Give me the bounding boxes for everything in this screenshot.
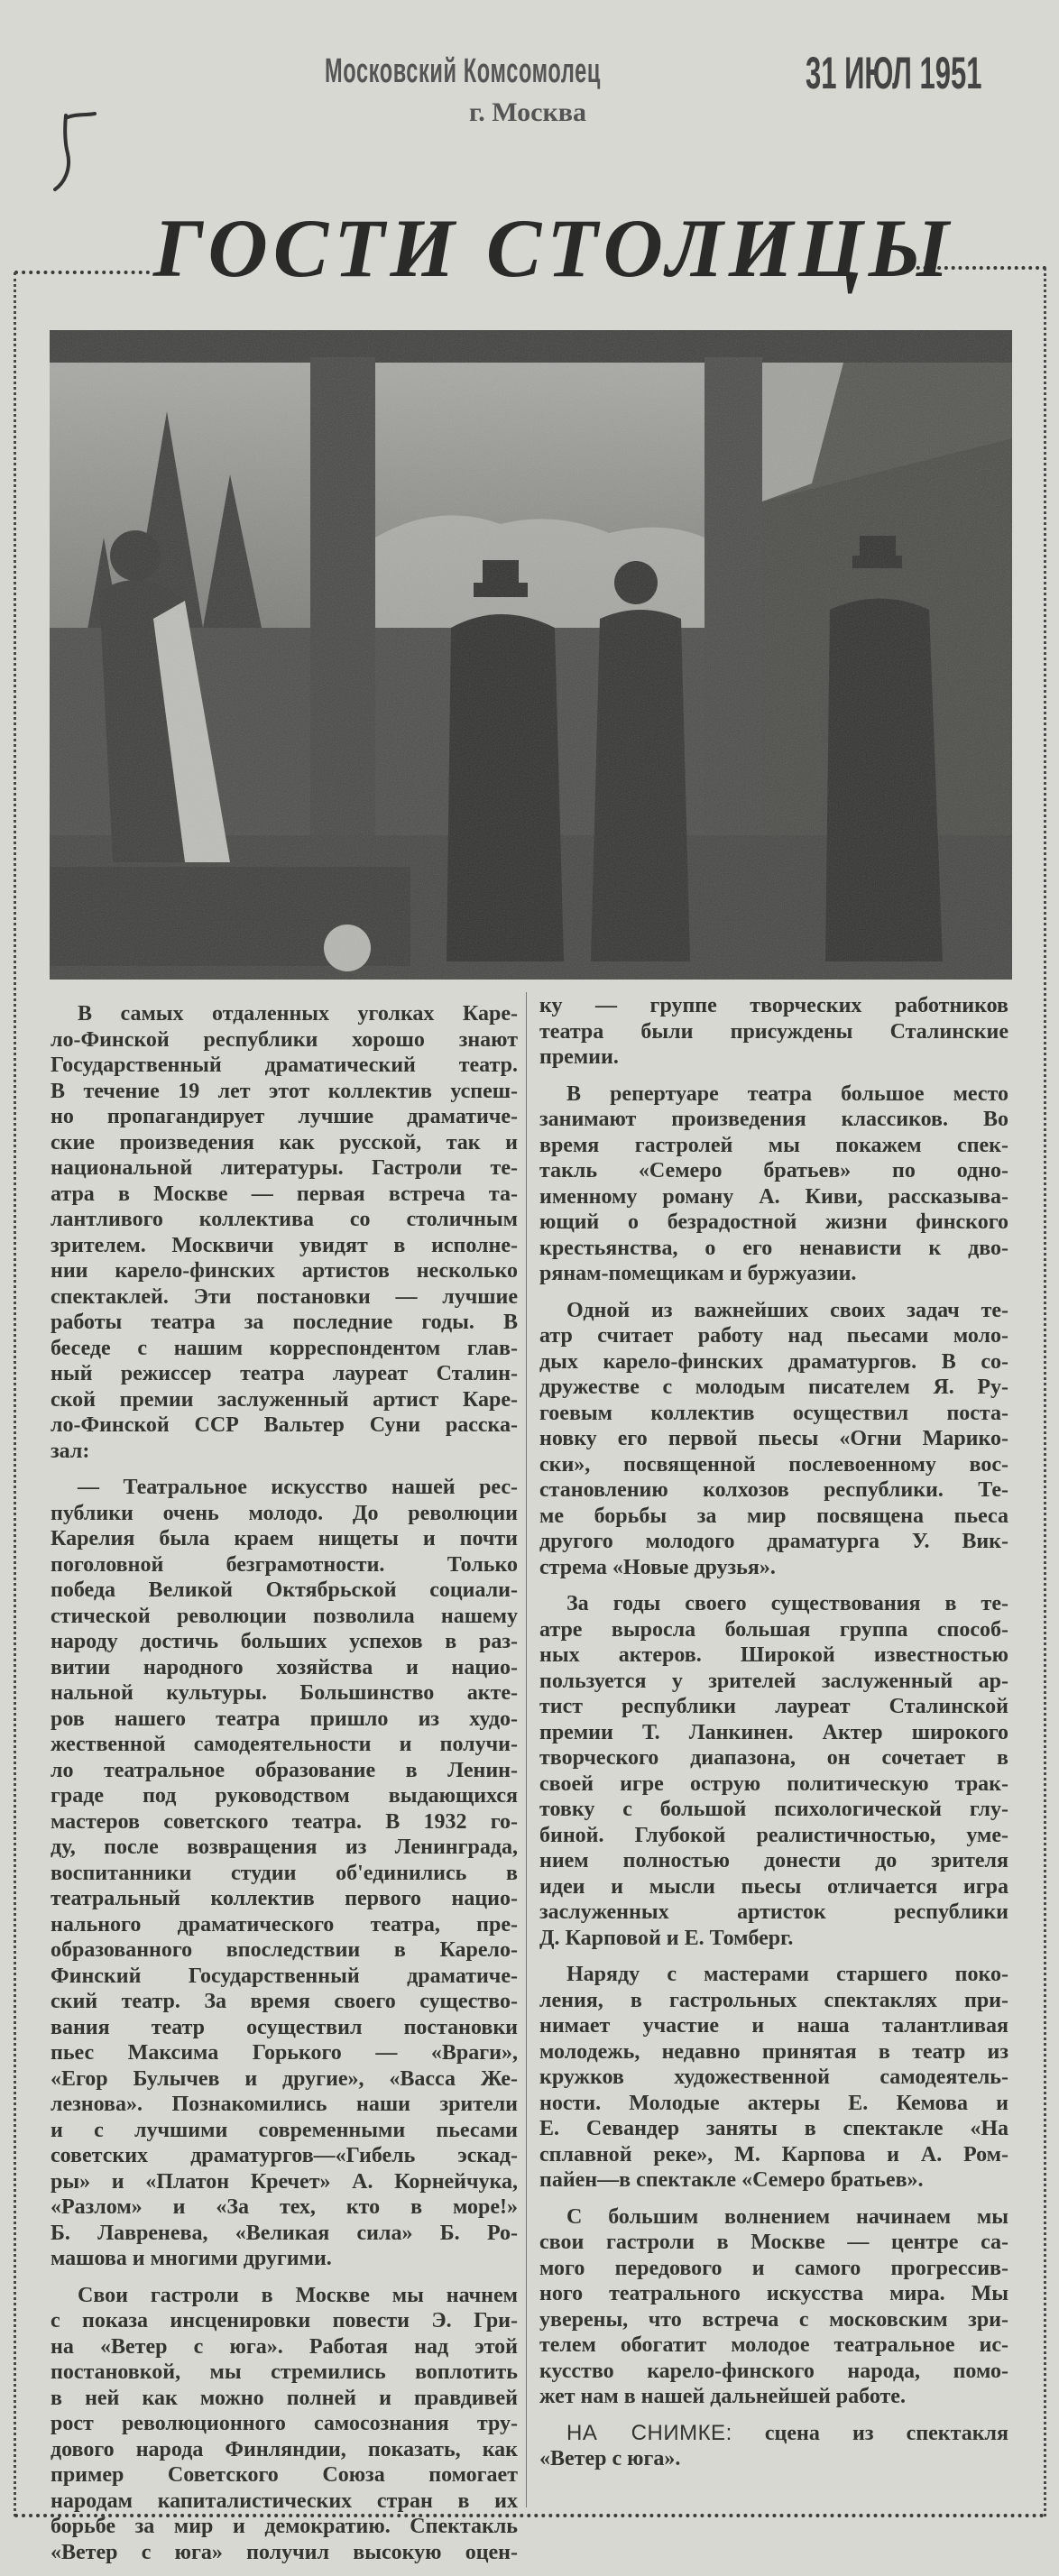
caption-label: НА СНИМКЕ: [566,2420,732,2445]
text-line: ло театральное образование в Ленин- [51,1758,518,1782]
text-line: «Разлом» и «За тех, кто в море!» [51,2195,518,2219]
caption-text: сцена из спектакля [764,2421,1008,2445]
text-line: крестьянства, о его ненависти к дво- [539,1236,1008,1260]
text-line: беседе с нашим корреспондентом глав- [51,1336,518,1360]
text-line: Государственный драматический театр. [51,1053,518,1077]
text-line: нии карело-финских артистов несколько [51,1259,518,1283]
text-line: время гастролей мы покажем спек- [539,1133,1008,1157]
text-line: советских драматургов—«Гибель эскад- [51,2144,518,2167]
text-line: рянам-помещикам и буржуазии. [539,1262,857,1285]
newspaper-name-stamp: Московский Комсомолец [325,52,601,90]
text-line: пример Советского Союза помогает [51,2463,518,2487]
title-rule-left [14,271,150,274]
text-line: нием полностью донести до зрителя [539,1849,1008,1872]
text-line: дового народа Финляндии, показать, как [51,2437,518,2461]
text-line: «Ветер с юга» получил высокую оцен- [51,2540,518,2564]
text-line: ме борьбы за мир посвящена пьеса [539,1504,1008,1528]
article-column-right [539,993,1008,2483]
text-line: Карелия была краем нищеты и почти [51,1527,518,1550]
text-line: творческого диапазона, он сочетает в [539,1746,1008,1770]
article-paragraph [539,993,1008,1071]
frame-left [14,272,16,2516]
text-line: ской премии заслуженный артист Каре- [51,1387,518,1412]
text-line: Одной из важнейших своих задач те- [566,1298,1008,1322]
text-line: пайен—в спектакле «Семеро братьев». [539,2168,924,2192]
article-title: ГОСТИ СТОЛИЦЫ [153,202,955,294]
text-line: постановкой, мы стремились воплотить [51,2360,518,2384]
text-line: нимает участие и наша талантливая [539,2014,1008,2038]
text-line: заслуженных артисток республики [539,1900,1008,1924]
text-line: премии. [539,1045,619,1069]
text-line: граде под руководством выдающихся [51,1784,518,1808]
text-line: зрителем. Москвичи увидят в исполне- [51,1233,518,1257]
text-line: публики очень молодо. До революции [51,1501,518,1525]
text-line: сплавной реке», М. Карпова и А. Ром- [539,2142,1008,2167]
text-line: ку — группе творческих работников [539,994,1008,1017]
text-line: кусство карело-финского народа, помо- [539,2359,1008,2383]
article-column-left [51,1001,518,2576]
column-divider [526,992,527,2507]
text-line: новку его первой пьесы «Огни Марико- [539,1427,1008,1450]
text-line: дых карело-финских драматургов. В со- [539,1349,1008,1374]
text-line: свои гастроли в Москве — центре са- [539,2231,1008,2254]
text-line: атра в Москве — первая встреча та- [51,1182,518,1206]
text-line: с показа инсценировки повести Э. Гри- [51,2309,518,2332]
article-paragraph [51,2283,518,2566]
text-line: другого молодого драматурга У. Вик- [539,1530,1008,1553]
text-line: биной. Глубокой реалистичностью, уме- [539,1823,1008,1847]
text-line: В самых отдаленных уголках Каре- [78,1002,518,1026]
article-paragraph [51,1001,518,1464]
text-line: гоевым коллектив осуществил поста- [539,1401,1008,1425]
text-line: именному роману А. Киви, рассказыва- [539,1184,1008,1209]
article-paragraph [51,1475,518,2272]
text-line: Е. Севандер заняты в спектакле «На [539,2117,1008,2140]
text-line: но пропагандирует лучшие драматиче- [51,1105,518,1128]
text-line: победа Великой Октябрьской социали- [51,1578,518,1602]
text-line: и с лучшими современными пьесами [51,2118,518,2142]
text-line: ности. Молодые актеры Е. Кемова и [539,2091,1008,2115]
text-line: дружестве с молодым писателем Я. Ру- [539,1375,1008,1399]
text-line: ду, после возвращения из Ленинграда, [51,1835,518,1859]
text-line: «Егор Булычев и другие», «Васса Же- [51,2066,518,2091]
article-paragraph [539,1298,1008,1581]
text-line: воспитанники студии об'единились в [51,1861,518,1885]
text-line: ного театрального искусства мира. Мы [539,2282,1008,2305]
text-line: пользуется у зрителей заслуженный ар- [539,1669,1008,1693]
text-line: стической революции позволила нашему [51,1604,518,1628]
text-line: работы театра за последние годы. В [51,1311,518,1334]
text-line: народу достичь больших успехов в раз- [51,1630,518,1653]
text-line: ло-Финской республики хорошо знают [51,1027,518,1052]
text-line: вания театр осуществил постановки [51,2015,518,2039]
city-stamp: г. Москва [469,97,586,127]
text-line: жет нам в нашей дальнейшей работе. [539,2385,906,2408]
text-line: спектаклей. Эти постановки — лучшие [51,1284,518,1309]
text-line: товку с большой психологической глу- [539,1798,1008,1821]
text-line: Наряду с мастерами старшего поко- [566,1963,1008,1986]
text-line: Б. Лавренева, «Великая сила» Б. Ро- [51,2221,518,2245]
text-line: идеи и мысли пьесы отличается игра [539,1874,1008,1899]
frame-right [1044,268,1046,2516]
text-line: своей игре острую политическую трак- [539,1771,1008,1796]
text-line: мого передового и самого прогрессив- [539,2256,1008,2280]
text-line: театра были присуждены Сталинские [539,1019,1008,1044]
text-line: жественной самодеятельности и получи- [51,1733,518,1756]
text-line: борьбе за мир и демократию. Спектакль [51,2515,518,2538]
text-line: Свои гастроли в Москве мы начнем [78,2283,518,2307]
text-line: Д. Карповой и Е. Томберг. [539,1926,794,1950]
stage-photo [50,330,1012,980]
text-line: народам капиталистических стран в их [51,2489,518,2513]
text-line: ный режиссер театра лауреат Сталин- [51,1362,518,1385]
article-paragraph [539,1081,1008,1287]
text-line: кружков художественной самодеятель- [539,2065,1008,2089]
text-line: В течение 19 лет этот коллектив успеш- [51,1079,518,1103]
text-line: в ней как можно полней и правдивей [51,2386,518,2410]
text-line: В репертуаре театра большое место [566,1081,1008,1106]
text-line: образованного впоследствии в Карело- [51,1938,518,1962]
text-line: телем обогатит молодое театральное ис- [539,2333,1008,2357]
text-line: ления, в гастрольных спектаклях при- [539,1988,1008,2012]
text-line: С большим волнением начинаем мы [566,2204,1008,2229]
text-line: молодежь, недавно принятая в театр из [539,2039,1008,2064]
text-line: Финский Государственный драматиче- [51,1964,518,1988]
text-line: — Театральное искусство нашей рес- [78,1476,518,1499]
article-paragraph [539,1591,1008,1951]
text-line: «Ветер с юга». [539,2447,681,2470]
text-line: мастеров советского театра. В 1932 го- [51,1809,518,1834]
photo-caption [539,2421,1008,2472]
text-line: ский театр. За время своего существо- [51,1990,518,2013]
text-line: становлению колхозов республики. Те- [539,1478,1008,1502]
text-line: зал: [51,1439,90,1463]
article-paragraph [539,2204,1008,2410]
text-line: на «Ветер с юга». Работая над этой [51,2334,518,2359]
text-line: премии Т. Ланкинен. Актер широкого [539,1720,1008,1744]
date-stamp: 31 ИЮЛ 1951 [806,48,982,98]
text-line: машова и многими другими. [51,2247,332,2270]
text-line: атр считает работу над пьесами моло- [539,1324,1008,1348]
text-line: поголовной безграмотности. Только [51,1552,518,1577]
text-line: пьес Максима Горького — «Враги», [51,2041,518,2065]
article-paragraph [539,1962,1008,2194]
text-line: лантливого коллектива со столичным [51,1208,518,1231]
text-line: ров нашего театра пришло из худо- [51,1707,518,1731]
text-line: атре выросла большая группа способ- [539,1617,1008,1642]
text-line: уверены, что встреча с московским зри- [539,2307,1008,2332]
text-line: стрема «Новые друзья». [539,1555,776,1579]
text-line: театральный коллектив первого нацио- [51,1887,518,1910]
text-line: тист республики лауреат Сталинской [539,1695,1008,1718]
text-line: ющий о безрадостной жизни финского [539,1210,1008,1234]
text-line: ры» и «Платон Кречет» А. Корнейчука, [51,2169,518,2194]
text-line: такль «Семеро братьев» по одно- [539,1159,1008,1182]
text-line [539,2421,1008,2447]
text-line: нального драматического театра, пре- [51,1912,518,1937]
text-line: ло-Финской ССР Вальтер Суни расска- [51,1413,518,1437]
handwritten-number-mark [50,106,104,197]
text-line: занимают произведения классиков. Во [539,1108,1008,1131]
text-line: витии народного хозяйства и нацио- [51,1655,518,1679]
text-line: ски», посвященной послевоенному вос- [539,1452,1008,1477]
text-line: рост революционного самосознания тру- [51,2412,518,2435]
text-line: ские произведения как русской, так и [51,1130,518,1155]
text-line: нальной культуры. Большинство акте- [51,1681,518,1705]
text-line: ных актеров. Широкой известностью [539,1643,1008,1667]
text-line: национальной литературы. Гастроли те- [51,1156,518,1180]
text-line: За годы своего существования в те- [566,1592,1008,1615]
text-line: лезнова». Познакомились наши зрители [51,2093,518,2116]
